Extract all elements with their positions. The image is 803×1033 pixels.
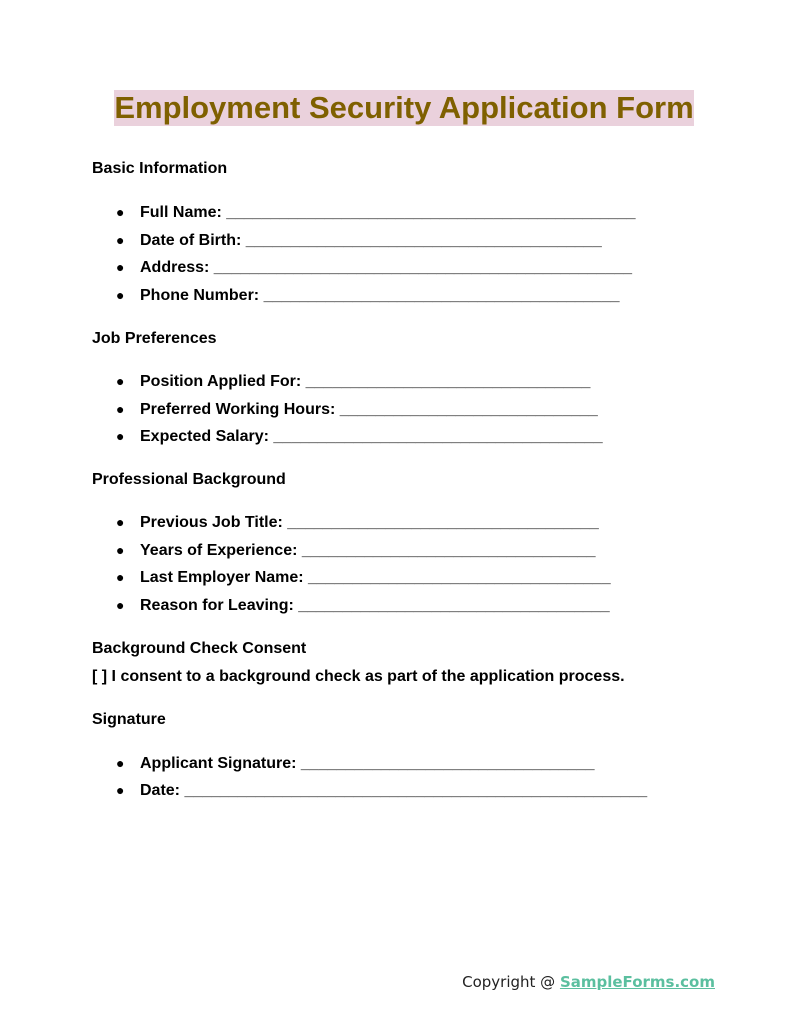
professional-background-list [92,509,732,620]
brand-link[interactable]: SampleForms.com [559,973,715,991]
field-expected-salary [92,423,732,451]
title-container [0,90,803,126]
copyright-prefix: Copyright @ [462,973,560,991]
field-date-of-birth [92,227,732,255]
section-heading-job-preferences: Job Preferences [92,329,217,347]
field-label: Phone Number: ________________________________________ [140,287,620,305]
field-label: Years of Experience: _________________________________ [140,541,596,559]
bullet-icon: ● [116,259,125,276]
page-title: Employment Security Application Form [114,90,694,125]
basic-information-list [92,199,732,310]
field-reason-for-leaving [92,592,732,620]
field-last-employer-name [92,564,732,592]
field-label: Last Employer Name: __________________________________ [140,569,611,587]
field-label: Address: _______________________________________________ [140,259,633,277]
consent-checkbox-text[interactable]: [ ] I consent to a background check as part of the application process. [92,667,625,685]
field-label: Full Name: ______________________________________________ [140,204,636,221]
field-label: Date of Birth: ________________________________________ [140,231,602,249]
bullet-icon: ● [116,372,125,389]
field-years-of-experience [92,537,732,565]
bullet-icon: ● [116,513,125,530]
field-full-name [92,199,732,227]
bullet-icon: ● [116,541,125,558]
field-position-applied-for [92,368,732,396]
field-label: Expected Salary: _____________________________________ [140,428,603,446]
field-address [92,254,732,282]
field-applicant-signature [92,750,732,778]
section-heading-basic-information: Basic Information [92,160,228,177]
bullet-icon: ● [116,204,125,220]
field-label: Reason for Leaving: ___________________________________ [140,597,610,615]
section-heading-professional-background: Professional Background [92,470,286,488]
field-label: Previous Job Title: ___________________________________ [140,513,599,531]
field-label: Preferred Working Hours: _____________________________ [140,400,598,418]
field-label: Applicant Signature: _________________________________ [140,754,595,772]
bullet-icon: ● [116,754,125,771]
field-label: Position Applied For: ________________________________ [140,372,591,390]
field-label: Date: ____________________________________________________ [140,782,648,800]
field-date [92,777,732,805]
field-preferred-working-hours [92,396,732,424]
bullet-icon: ● [116,569,125,586]
bullet-icon: ● [116,782,125,799]
bullet-icon: ● [116,287,125,304]
field-previous-job-title [92,509,732,537]
bullet-icon: ● [116,231,125,248]
bullet-icon: ● [116,400,125,417]
signature-list [92,750,732,805]
bullet-icon: ● [116,597,125,614]
copyright-footer [462,971,715,993]
section-heading-signature: Signature [92,710,166,728]
form-content [92,158,732,805]
section-heading-background-check-consent: Background Check Consent [92,639,307,657]
bullet-icon: ● [116,428,125,445]
field-phone-number [92,282,732,310]
job-preferences-list [92,368,732,451]
